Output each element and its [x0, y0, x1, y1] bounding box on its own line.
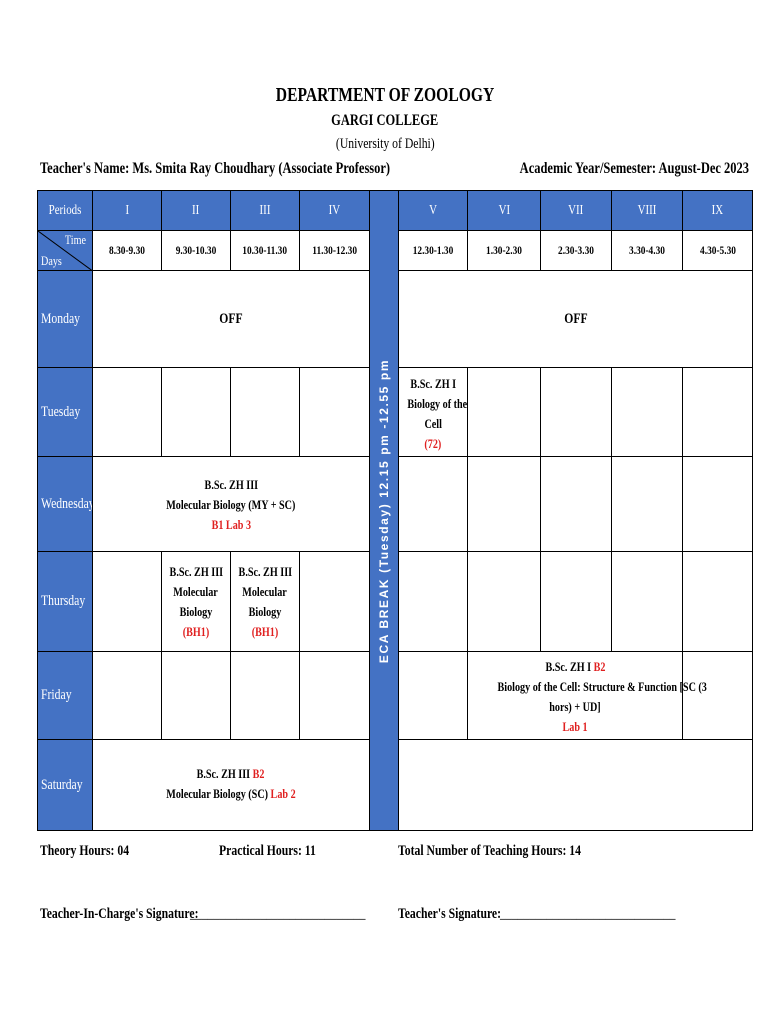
academic-year: Academic Year/Semester: August-Dec 2023	[519, 160, 749, 177]
incharge-signature-line: ______________________________	[190, 906, 366, 922]
saturday-subject: Molecular Biology (SC)	[166, 786, 269, 801]
day-wednesday: Wednesday	[37, 456, 93, 552]
time-days-corner	[37, 230, 93, 271]
time-viii: 3.30-4.30	[611, 230, 683, 271]
friday-afternoon-class: B.Sc. ZH I B2 Biology of the Cell: Structure & Function [SC (3 hors) + UD] Lab 1	[467, 651, 683, 740]
period-ix: IX	[682, 190, 753, 231]
time-v: 12.30-1.30	[398, 230, 468, 271]
day-saturday: Saturday	[37, 739, 93, 831]
thursday-iv	[299, 551, 370, 652]
thursday-vi	[467, 551, 541, 652]
day-monday: Monday	[37, 270, 93, 368]
teacher-signature-line: ______________________________	[500, 906, 676, 922]
friday-v	[398, 651, 468, 740]
tuesday-i	[92, 367, 162, 457]
university-name: (University of Delhi)	[335, 136, 435, 152]
thursday-i	[92, 551, 162, 652]
department-title: DEPARTMENT OF ZOOLOGY	[275, 84, 495, 106]
theory-hours: Theory Hours: 04	[40, 843, 130, 859]
tuesday-vii	[540, 367, 612, 457]
friday-iv	[299, 651, 370, 740]
wednesday-ix	[682, 456, 753, 552]
thursday-vii	[540, 551, 612, 652]
incharge-signature-label: Teacher-In-Charge's Signature:	[40, 906, 199, 922]
period-vi: VI	[467, 190, 541, 231]
wednesday-v	[398, 456, 468, 552]
tuesday-viii	[611, 367, 683, 457]
tuesday-ix	[682, 367, 753, 457]
tuesday-vi	[467, 367, 541, 457]
saturday-batch: B2	[253, 766, 265, 781]
period-vii: VII	[540, 190, 612, 231]
time-i: 8.30-9.30	[92, 230, 162, 271]
tuesday-iv	[299, 367, 370, 457]
saturday-lab: Lab 2	[270, 786, 296, 801]
eca-break-label: ECA BREAK (Tuesday) 12.15 pm -12.55 pm	[377, 358, 391, 663]
friday-ii	[161, 651, 231, 740]
time-iv: 11.30-12.30	[299, 230, 370, 271]
friday-iii	[230, 651, 300, 740]
time-ii: 9.30-10.30	[161, 230, 231, 271]
total-hours: Total Number of Teaching Hours: 14	[398, 843, 582, 859]
time-ix: 4.30-5.30	[682, 230, 753, 271]
thursday-iii-class: B.Sc. ZH III Molecular Biology (BH1)	[230, 551, 300, 652]
period-i: I	[92, 190, 162, 231]
thursday-v	[398, 551, 468, 652]
college-name: GARGI COLLEGE	[331, 112, 439, 129]
day-thursday: Thursday	[37, 551, 93, 652]
time-iii: 10.30-11.30	[230, 230, 300, 271]
saturday-course: B.Sc. ZH III	[197, 766, 251, 781]
period-v: V	[398, 190, 468, 231]
wednesday-viii	[611, 456, 683, 552]
day-tuesday: Tuesday	[37, 367, 93, 457]
friday-i	[92, 651, 162, 740]
period-viii: VIII	[611, 190, 683, 231]
friday-ix	[682, 651, 753, 740]
teacher-signature-label: Teacher's Signature:	[398, 906, 502, 922]
periods-header: Periods	[37, 190, 93, 231]
time-label: Time	[64, 232, 86, 247]
thursday-viii	[611, 551, 683, 652]
eca-break-column	[369, 190, 399, 831]
wednesday-vi	[467, 456, 541, 552]
tuesday-ii	[161, 367, 231, 457]
time-vii: 2.30-3.30	[540, 230, 612, 271]
time-vi: 1.30-2.30	[467, 230, 541, 271]
monday-afternoon-off: OFF	[398, 270, 753, 368]
period-iv: IV	[299, 190, 370, 231]
teacher-name: Teacher's Name: Ms. Smita Ray Choudhary (Associate Professor)	[40, 160, 391, 177]
practical-hours: Practical Hours: 11	[219, 843, 316, 859]
tuesday-iii	[230, 367, 300, 457]
day-friday: Friday	[37, 651, 93, 740]
friday-course: B.Sc. ZH I	[544, 659, 591, 674]
thursday-ii-class: B.Sc. ZH III Molecular Biology (BH1)	[161, 551, 231, 652]
wednesday-vii	[540, 456, 612, 552]
period-iii: III	[230, 190, 300, 231]
days-label: Days	[41, 253, 62, 268]
saturday-afternoon	[398, 739, 753, 831]
wednesday-morning-class: B.Sc. ZH III Molecular Biology (MY + SC) B1 Lab 3	[92, 456, 370, 552]
saturday-morning-class	[92, 739, 370, 831]
monday-morning-off: OFF	[92, 270, 370, 368]
friday-batch: B2	[593, 659, 606, 674]
thursday-ix	[682, 551, 753, 652]
tuesday-v-class: B.Sc. ZH I Biology of the Cell (72)	[398, 367, 468, 457]
period-ii: II	[161, 190, 231, 231]
